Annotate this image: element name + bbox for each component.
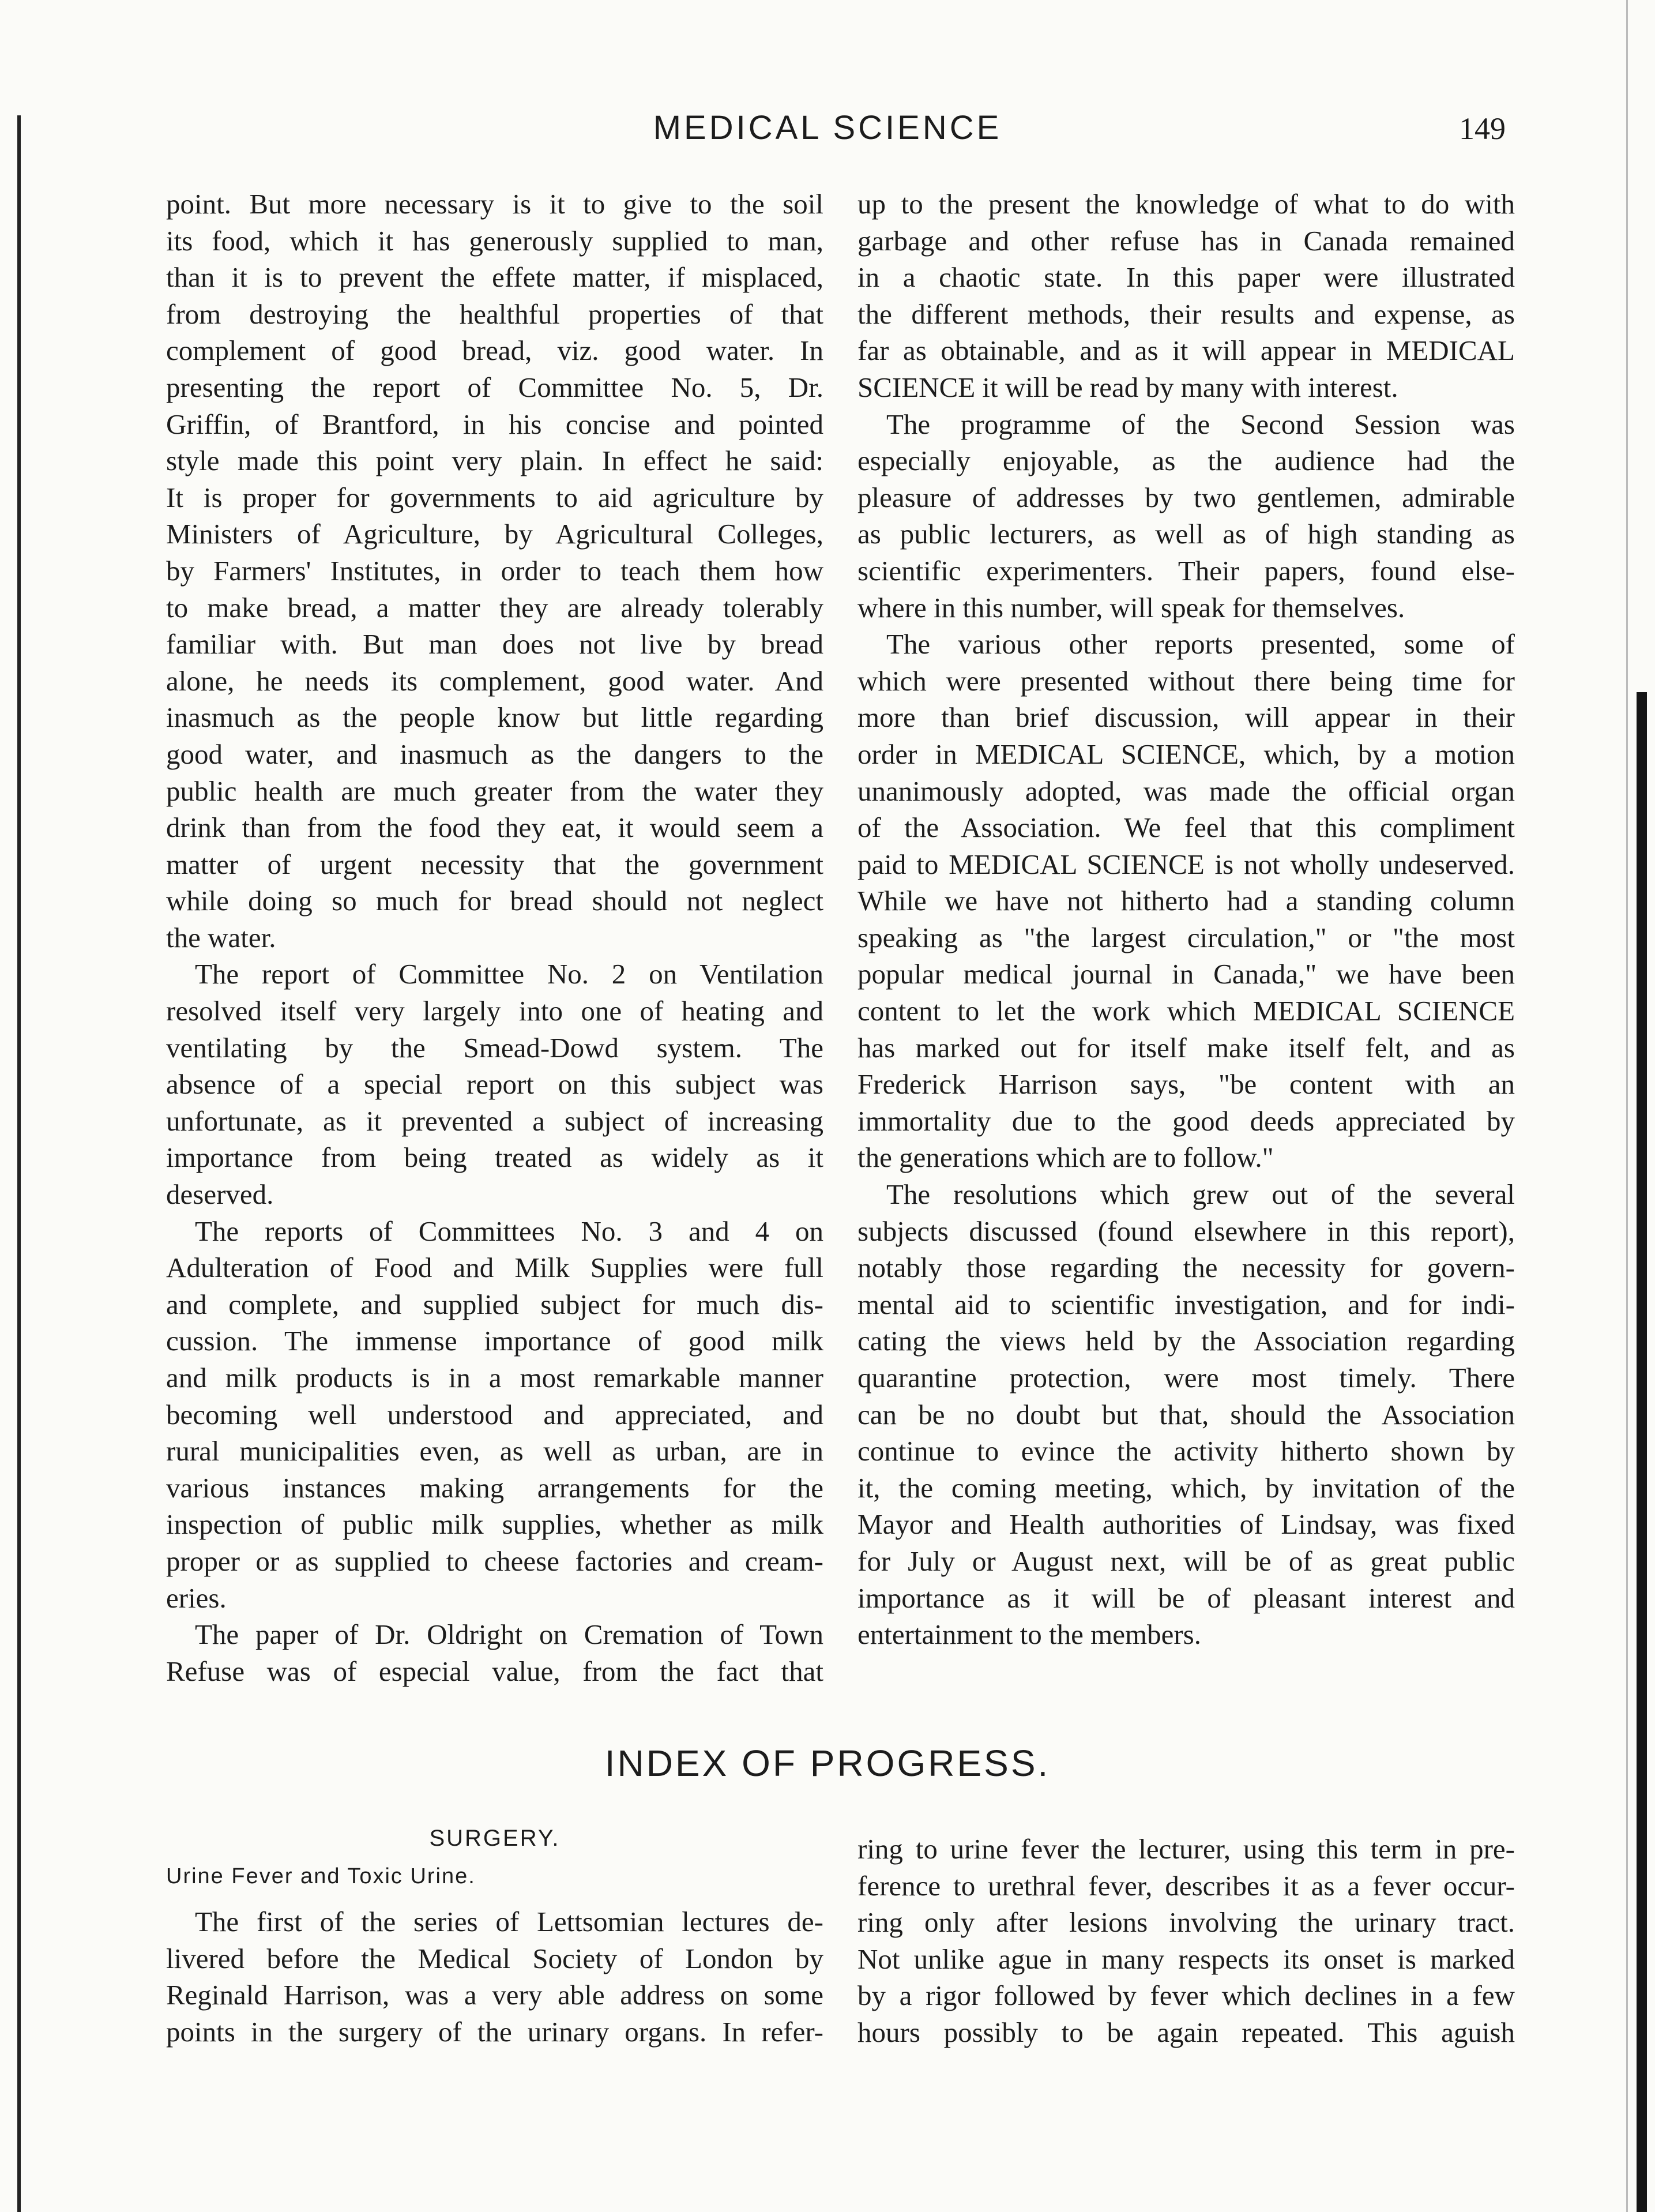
text-line: subjects discussed (found elsewhere in this report), [857, 1215, 1515, 1247]
text-line: for July or August next, will be of as great public [857, 1545, 1515, 1577]
text-line: from destroying the healthful properties of that [166, 298, 823, 330]
text-line: the different methods, their results and expense, as [857, 298, 1515, 330]
running-title: MEDICAL SCIENCE [653, 109, 1002, 147]
left-column [166, 186, 823, 1689]
text-line: can be no doubt but that, should the Association [857, 1398, 1515, 1430]
text-line: entertainment to the members. [857, 1618, 1201, 1651]
text-line: the water. [166, 921, 276, 953]
text-line: Mayor and Health authorities of Lindsay, was fixed [857, 1508, 1515, 1541]
section-title: INDEX OF PROGRESS. [604, 1742, 1051, 1784]
right-column [857, 186, 1515, 1653]
text-line: public health are much greater from the water they [166, 775, 823, 807]
paragraph [857, 1831, 1515, 2051]
text-line: immortality due to the good deeds appreciated by [857, 1105, 1515, 1137]
text-line: cussion. The immense importance of good milk [166, 1325, 823, 1357]
text-line: matter of urgent necessity that the government [166, 848, 823, 880]
paragraph [166, 1213, 823, 1617]
text-line: Not unlike ague in many respects its onset is marked [857, 1943, 1515, 1975]
text-line: pleasure of addresses by two gentlemen, admirable [857, 481, 1515, 513]
paragraph [857, 1176, 1515, 1653]
paragraph [166, 1616, 823, 1689]
text-line: The resolutions which grew out of the several [886, 1178, 1515, 1211]
text-line: alone, he needs its complement, good water. And [166, 664, 823, 697]
text-line: far as obtainable, and as it will appear in MEDICAL [857, 335, 1515, 367]
text-line: point. But more necessary is it to give to the soil [166, 188, 823, 220]
text-line: up to the present the knowledge of what to do with [857, 188, 1515, 220]
text-line: by a rigor followed by fever which declines in a few [857, 1980, 1515, 2012]
text-line: garbage and other refuse has in Canada remained [857, 224, 1515, 257]
text-line: proper or as supplied to cheese factories and cream- [166, 1545, 823, 1577]
text-line: rural municipalities even, as well as urban, are in [166, 1435, 823, 1467]
text-line: unfortunate, as it prevented a subject of increasing [166, 1105, 823, 1137]
paragraph [166, 186, 823, 956]
text-line: importance as it will be of pleasant interest and [857, 1582, 1515, 1614]
text-line: than it is to prevent the effete matter, if misplaced, [166, 261, 823, 294]
text-line: to make bread, a matter they are already tolerably [166, 591, 823, 624]
text-line: unanimously adopted, was made the official organ [857, 775, 1515, 807]
text-line: in a chaotic state. In this paper were illustrated [857, 261, 1515, 294]
text-line: familiar with. But man does not live by bread [166, 628, 823, 660]
text-line: livered before the Medical Society of London by [166, 1942, 823, 1974]
text-line: Reginald Harrison, was a very able address on some [166, 1979, 823, 2011]
page-edge-left [17, 115, 21, 2212]
text-line: Adulteration of Food and Milk Supplies were full [166, 1252, 823, 1284]
text-line: notably those regarding the necessity for govern- [857, 1252, 1515, 1284]
text-line: especially enjoyable, as the audience had the [857, 445, 1515, 477]
paragraph [857, 626, 1515, 1176]
text-line: It is proper for governments to aid agriculture by [166, 481, 823, 513]
text-line: While we have not hitherto had a standing column [857, 885, 1515, 917]
text-line: inspection of public milk supplies, whether as milk [166, 1508, 823, 1541]
text-line: The paper of Dr. Oldright on Cremation of Town [195, 1618, 823, 1651]
text-line: The reports of Committees No. 3 and 4 on [195, 1215, 823, 1247]
text-line: complement of good bread, viz. good water. In [166, 335, 823, 367]
text-line: the generations which are to follow." [857, 1141, 1274, 1174]
text-line: absence of a special report on this subject was [166, 1068, 823, 1101]
text-line: importance from being treated as widely as it [166, 1141, 823, 1174]
text-line: ventilating by the Smead-Dowd system. The [166, 1031, 823, 1064]
text-line: points in the surgery of the urinary organs. In refer- [166, 2015, 823, 2048]
paragraph [857, 406, 1515, 626]
text-line: resolved itself very largely into one of heating and [166, 995, 823, 1027]
text-line: which were presented without there being time for [857, 664, 1515, 697]
text-line: various instances making arrangements for the [166, 1471, 823, 1504]
text-line: mental aid to scientific investigation, and for indi- [857, 1288, 1515, 1320]
page-number: 149 [1459, 111, 1506, 146]
text-line: speaking as "the largest circulation," or "the most [857, 921, 1515, 953]
article-title: Urine Fever and Toxic Urine. [166, 1864, 476, 1888]
text-line: presenting the report of Committee No. 5, Dr. [166, 371, 823, 403]
text-line: The programme of the Second Session was [886, 408, 1515, 440]
paragraph [166, 956, 823, 1212]
text-line: its food, which it has generously supplied to man, [166, 224, 823, 257]
page-fold [1626, 0, 1628, 2212]
text-line: Frederick Harrison says, "be content with an [857, 1068, 1515, 1101]
text-line: and milk products is in a most remarkable manner [166, 1362, 823, 1394]
text-line: has marked out for itself make itself felt, and as [857, 1031, 1515, 1064]
text-line: where in this number, will speak for themselves. [857, 591, 1405, 624]
text-line: popular medical journal in Canada," we have been [857, 958, 1515, 990]
text-line: while doing so much for bread should not neglect [166, 885, 823, 917]
text-line: The first of the series of Lettsomian lectures de- [195, 1906, 823, 1937]
text-line: Griffin, of Brantford, in his concise and pointed [166, 408, 823, 440]
text-line: it, the coming meeting, which, by invitation of the [857, 1471, 1515, 1504]
text-line: hours possibly to be again repeated. This aguish [857, 2016, 1515, 2048]
text-line: of the Association. We feel that this compliment [857, 812, 1515, 844]
text-line: continue to evince the activity hitherto shown by [857, 1435, 1515, 1467]
page-edge-right [1637, 692, 1647, 2212]
paragraph [166, 1903, 823, 2050]
text-line: order in MEDICAL SCIENCE, which, by a motion [857, 738, 1515, 770]
text-line: as public lecturers, as well as of high standing as [857, 518, 1515, 550]
text-line: inasmuch as the people know but little regarding [166, 701, 823, 734]
text-line: paid to MEDICAL SCIENCE is not wholly undeserved. [857, 848, 1515, 880]
text-line: quarantine protection, were most timely. There [857, 1362, 1515, 1394]
text-line: ference to urethral fever, describes it as a fever occur- [857, 1869, 1515, 1902]
index-right-column [857, 1831, 1515, 2051]
text-line: eries. [166, 1582, 227, 1614]
text-line: drink than from the food they eat, it would seem a [166, 812, 823, 844]
text-line: ring only after lesions involving the urinary tract. [857, 1906, 1515, 1939]
text-line: deserved. [166, 1178, 274, 1211]
text-line: ring to urine fever the lecturer, using this term in pre- [857, 1833, 1515, 1865]
index-left-column [166, 1903, 823, 2050]
text-line: more than brief discussion, will appear in their [857, 701, 1515, 734]
text-line: Ministers of Agriculture, by Agricultural Colleges, [166, 518, 823, 550]
subsection-title: SURGERY. [429, 1826, 561, 1851]
text-line: cating the views held by the Association regarding [857, 1325, 1515, 1357]
paragraph [857, 186, 1515, 406]
text-line: Refuse was of especial value, from the fact that [166, 1655, 823, 1687]
text-line: by Farmers' Institutes, in order to teach them how [166, 554, 823, 587]
text-line: and complete, and supplied subject for much dis- [166, 1288, 823, 1320]
text-line: content to let the work which MEDICAL SCIENCE [857, 995, 1515, 1027]
text-line: The report of Committee No. 2 on Ventilation [195, 958, 823, 990]
text-line: good water, and inasmuch as the dangers to the [166, 738, 823, 770]
text-line: style made this point very plain. In effect he said: [166, 445, 823, 477]
text-line: becoming well understood and appreciated, and [166, 1398, 823, 1430]
text-line: The various other reports presented, some of [886, 628, 1515, 660]
text-line: scientific experimenters. Their papers, found else- [857, 554, 1515, 587]
text-line: SCIENCE it will be read by many with interest. [857, 371, 1398, 403]
